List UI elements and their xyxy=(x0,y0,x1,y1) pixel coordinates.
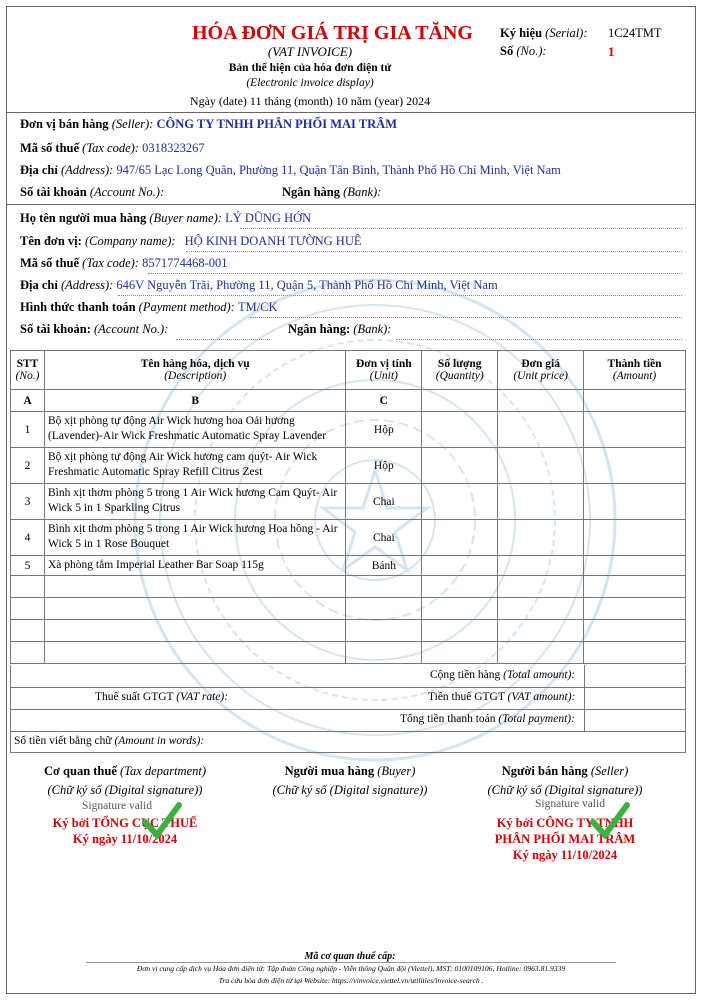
check-icon xyxy=(142,802,182,840)
dotted-line xyxy=(148,273,682,274)
code-row: A B C xyxy=(11,390,686,412)
items-table xyxy=(10,350,686,664)
seller-name: CÔNG TY TNHH PHÂN PHỐI MAI TRÂM xyxy=(156,117,397,131)
cell-amount xyxy=(584,556,686,576)
dotted-line xyxy=(186,251,682,252)
serial-label: Ký hiệu xyxy=(500,26,543,40)
buyer-payment-row: Hình thức thanh toán (Payment method): TM/CK xyxy=(20,300,278,314)
total-payment-label: Tổng tiền thanh toán (Total payment): xyxy=(400,713,575,725)
table-row xyxy=(11,412,686,448)
cell-desc: Bình xịt thơm phòng 5 trong 1 Air Wick hương Cam Quýt- Air Wick 5 in 1 Sparkling Citrus xyxy=(44,484,345,520)
seller-address-row: Địa chỉ (Address): 947/65 Lạc Long Quân, Phường 11, Quận Tân Bình, Thành Phố Hồ Chí Minh, Việt Nam xyxy=(20,163,561,177)
cell-no: 4 xyxy=(11,520,45,556)
check-icon xyxy=(590,802,630,840)
invoice-date: Ngày (date) 11 tháng (month) 10 năm (year) 2024 xyxy=(189,94,431,108)
cell-price xyxy=(498,520,584,556)
divider xyxy=(6,112,696,113)
cell-no: 2 xyxy=(11,448,45,484)
cell-amount xyxy=(584,448,686,484)
buyer-tax-code: 8571774468-001 xyxy=(142,256,228,270)
footer-provider: Đơn vị cung cấp dịch vụ Hóa đơn điện tử: Tập đoàn Công nghiệp - Viễn thông Quân đội (Viettel), MST: 0100109106, Hotline: 0963.81.9339 xyxy=(136,964,566,973)
cell-desc: Xà phòng tắm Imperial Leather Bar Soap 115g xyxy=(44,556,345,576)
cell-qty xyxy=(422,556,498,576)
cell-desc: Bình xịt thơm phòng 5 trong 1 Air Wick hương Hoa hồng - Air Wick 5 in 1 Rose Bouquet xyxy=(44,520,345,556)
seller-tax-row: Mã số thuế (Tax code): 0318323267 xyxy=(20,141,205,155)
cell-no: 1 xyxy=(11,412,45,448)
buyer-tax-row: Mã số thuế (Tax code): 8571774468-001 xyxy=(20,256,228,270)
empty-row xyxy=(11,642,686,664)
cell-amount xyxy=(584,520,686,556)
sig-tax-department: Cơ quan thuế (Tax department) (Chữ ký số (Digital signature)) xyxy=(43,764,207,797)
total-amount-label: Cộng tiền hàng (Total amount): xyxy=(430,669,576,681)
cell-no: 3 xyxy=(11,484,45,520)
invoice-number: 1 xyxy=(608,44,615,59)
cell-qty xyxy=(422,412,498,448)
dotted-line xyxy=(250,317,682,318)
cell-price xyxy=(498,412,584,448)
table-row xyxy=(11,556,686,576)
no-label: Số xyxy=(500,44,514,58)
buyer-company-row: Tên đơn vị: (Company name): HỘ KINH DOANH TƯỜNG HUÊ xyxy=(20,234,362,248)
table-row xyxy=(11,448,686,484)
cell-price xyxy=(498,484,584,520)
cell-unit: Chai xyxy=(346,484,422,520)
buyer-address: 646V Nguyễn Trãi, Phường 11, Quận 5, Thành Phố Hồ Chí Minh, Việt Nam xyxy=(116,278,498,292)
table-row xyxy=(11,484,686,520)
footer-tax-code-label: Mã cơ quan thuế cấp: xyxy=(304,951,396,962)
seller-tax-code: 0318323267 xyxy=(142,141,205,155)
cell-no: 5 xyxy=(11,556,45,576)
cell-unit: Hộp xyxy=(346,448,422,484)
invoice-title-en: (VAT INVOICE) xyxy=(267,44,353,59)
cell-unit: Bánh xyxy=(346,556,422,576)
no-label-group xyxy=(500,44,547,59)
seller-account-row: Số tài khoản (Account No.): xyxy=(20,185,165,199)
col-header-quantity: Số lượng (Quantity) xyxy=(422,351,498,390)
amount-in-words-label: Số tiền viết bằng chữ (Amount in words): xyxy=(14,735,205,747)
sig-seller: Người bán hàng (Seller) (Chữ ký số (Digital signature)) xyxy=(487,764,643,797)
invoice-subtitle: Bản thể hiện của hóa đơn điện tử xyxy=(228,62,392,74)
col-header-unit: Đơn vị tính (Unit) xyxy=(346,351,422,390)
cell-desc: Bộ xịt phòng tự động Air Wick hương cam quýt- Air Wick Freshmatic Automatic Spray Refill Citrus Zest xyxy=(44,448,345,484)
seller-bank-row: Ngân hàng (Bank): xyxy=(282,185,382,199)
vat-amount-label: Tiền thuế GTGT (VAT amount): xyxy=(428,691,576,703)
cell-unit: Chai xyxy=(346,520,422,556)
cell-qty xyxy=(422,520,498,556)
footer-lookup: Tra cứu hóa đơn điện tử tại Website: https://vinvoice.viettel.vn/utilities/invoice-search . xyxy=(218,976,484,985)
dotted-line xyxy=(240,228,682,229)
sig-buyer: Người mua hàng (Buyer) (Chữ ký số (Digital signature)) xyxy=(272,764,428,797)
sig-seller-signed: Ký bởi CÔNG TY TNHH PHÂN PHỐI MAI TRÂM Ký ngày 11/10/2024 xyxy=(494,816,636,862)
invoice-subtitle-en: (Electronic invoice display) xyxy=(246,77,374,89)
table-row xyxy=(11,520,686,556)
serial-label-en: (Serial): xyxy=(545,26,588,40)
cell-price xyxy=(498,448,584,484)
dotted-line xyxy=(396,339,682,340)
buyer-payment: TM/CK xyxy=(237,300,278,314)
seller-address: 947/65 Lạc Long Quân, Phường 11, Quận Tân Bình, Thành Phố Hồ Chí Minh, Việt Nam xyxy=(116,163,561,177)
invoice-title: HÓA ĐƠN GIÁ TRỊ GIA TĂNG xyxy=(192,22,473,44)
col-header-unit-price: Đơn giá (Unit price) xyxy=(498,351,584,390)
cell-amount xyxy=(584,484,686,520)
col-header-amount: Thành tiền (Amount) xyxy=(584,351,686,390)
sig-tax-signed: Ký bởi TỔNG CỤC THUẾ Ký ngày 11/10/2024 xyxy=(52,816,198,846)
col-header-description: Tên hàng hóa, dịch vụ (Description) xyxy=(44,351,345,390)
vat-rate-label: Thuế suất GTGT (VAT rate): xyxy=(95,691,229,703)
buyer-address-row: Địa chỉ (Address): 646V Nguyễn Trãi, Phường 11, Quận 5, Thành Phố Hồ Chí Minh, Việt Nam xyxy=(20,278,498,292)
cell-price xyxy=(498,556,584,576)
empty-row xyxy=(11,598,686,620)
col-header-no: STT (No.) xyxy=(11,351,45,390)
cell-qty xyxy=(422,448,498,484)
cell-amount xyxy=(584,412,686,448)
cell-qty xyxy=(422,484,498,520)
cell-desc: Bộ xịt phòng tự động Air Wick hương hoa Oải hương (Lavender)-Air Wick Freshmatic Automatic Spray Lavender xyxy=(44,412,345,448)
buyer-company: HỘ KINH DOANH TƯỜNG HUÊ xyxy=(184,234,362,248)
buyer-name: LÝ DŨNG HỚN xyxy=(225,211,312,225)
empty-row xyxy=(11,576,686,598)
no-label-en: (No.): xyxy=(516,44,547,58)
seller-name-row: Đơn vị bán hàng (Seller): CÔNG TY TNHH PHÂN PHỐI MAI TRÂM xyxy=(20,117,397,131)
dotted-line xyxy=(176,339,270,340)
buyer-account-row: Số tài khoản: (Account No.): xyxy=(20,322,169,336)
sig-seller-valid: Signature valid xyxy=(535,798,605,810)
divider xyxy=(6,204,696,205)
buyer-name-row: Họ tên người mua hàng (Buyer name): LÝ DŨNG HỚN xyxy=(20,211,312,225)
cell-unit: Hộp xyxy=(346,412,422,448)
sig-tax-valid: Signature valid xyxy=(82,800,152,812)
serial-value: 1C24TMT xyxy=(608,26,662,40)
dotted-line xyxy=(118,295,682,296)
buyer-bank-row: Ngân hàng: (Bank): xyxy=(288,322,392,336)
empty-row xyxy=(11,620,686,642)
table-header-row xyxy=(11,351,686,390)
serial-label-group xyxy=(500,26,588,41)
